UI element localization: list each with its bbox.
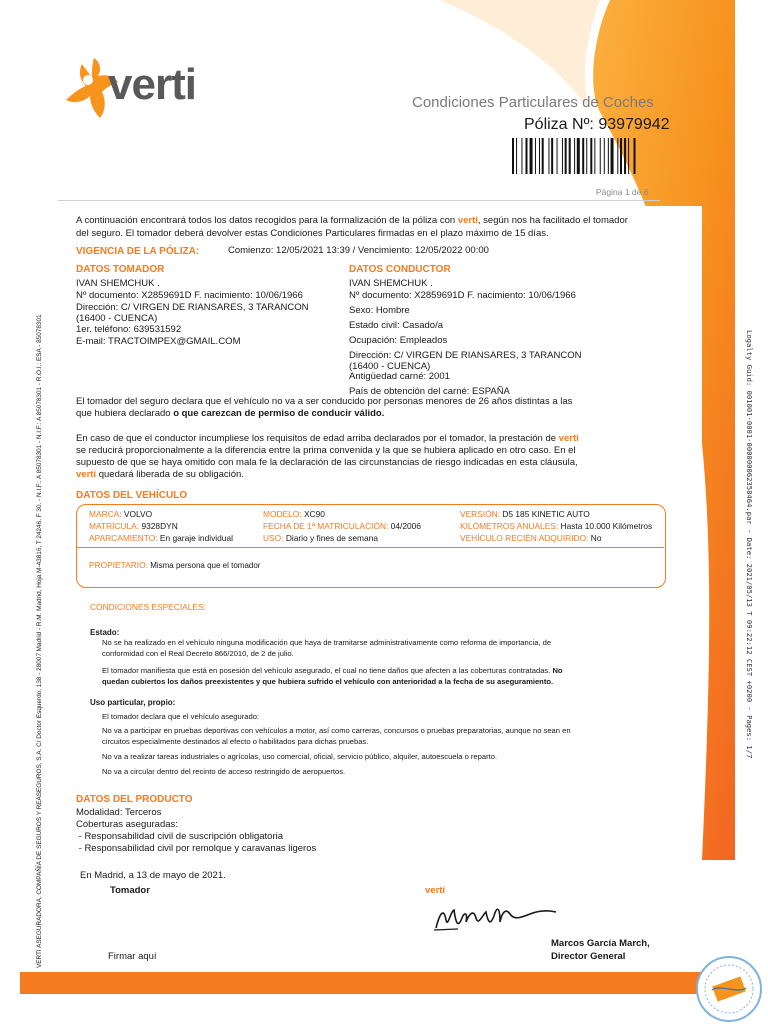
- barcode-bar: [548, 138, 549, 174]
- barcode-bar: [569, 138, 571, 174]
- conductor-line: IVAN SHEMCHUK .: [349, 278, 433, 289]
- tomador-signature-label: Tomador: [110, 885, 150, 896]
- vehiculo-field-uso: USO: Diario y fines de semana: [263, 533, 378, 543]
- producto-details: Modalidad: Terceros Coberturas aseguradas: - Responsabilidad civil de suscripción obligatoria - Responsabilidad civil por remolque y caravanas ligeros: [76, 807, 317, 854]
- document-title: Condiciones Particulares de Coches: [412, 94, 654, 111]
- barcode-bar: [582, 138, 584, 174]
- barcode-bar: [611, 138, 614, 174]
- verti-logo: [62, 52, 212, 124]
- barcode-bar: [590, 138, 592, 174]
- declaration-p1-line-2: que hubiera declarado o que carezcan de permiso de conducir válido.: [76, 408, 385, 419]
- barcode-bar: [594, 138, 595, 174]
- verti-signature-label: verti: [425, 885, 446, 896]
- conductor-details: [349, 278, 581, 398]
- intro-brand: verti: [457, 215, 478, 226]
- left-margin-legal-text: VERTI ASEGURADORA, COMPAÑÍA DE SEGUROS Y REASEGUROS, S.A. C/ Doctor Esquerdo, 138 - 28007 Madrid - R.M. Madrid, Hoja M-43816, T 24246, F 30. - N.I.F.: A 85078301 - N.I.F.: A 85078301 - R.O.I.: ESA - 85078301: [36, 314, 43, 968]
- conductor-title: DATOS CONDUCTOR: [349, 264, 451, 275]
- uso-text: El tomador declara que el vehículo asegurado: No va a participar en pruebas deportivas con vehículos a motor, así como carreras, concursos o pruebas preparatorias, aunque no sean en circuitos especialmente destinados al efecto o habilitados para dichas pruebas. No va a realizar tareas industriales o agrícolas, uso comercial, oficial, servicio público, alquiler, autoescuela o reparto. No va a circular dentro del recinto de acceso restringido de aeropuertos.: [102, 712, 571, 776]
- intro-line-2: del seguro. El tomador deberá devolver estas Condiciones Particulares firmadas en el plazo máximo de 15 días.: [76, 228, 549, 239]
- declaration-p2: En caso de que el conductor incumpliese los requisitos de edad arriba declarados por el tomador, la prestación de verti se reducirá proporcionalmente a la diferencia entre la prima convenida y la que se hubiera aplicado en otro caso. En el supuesto de que se haya omitido con mala fe la declaración de las circunstancias de riesgo indicadas en esta cláusula, verti quedará liberada de su obligación.: [76, 433, 579, 480]
- vehiculo-title: DATOS DEL VEHÍCULO: [76, 490, 188, 501]
- vehiculo-field-modelo: MODELO: XC90: [263, 509, 325, 519]
- policy-barcode: [512, 138, 672, 176]
- tomador-details: [76, 278, 308, 348]
- barcode-bar: [577, 138, 580, 174]
- vehiculo-field-marca: MARCA: VOLVO: [89, 509, 153, 519]
- declaration-bold: o que carezcan de permiso de conducir válido.: [173, 408, 385, 419]
- tomador-line: Dirección: C/ VIRGEN DE RIANSARES, 3 TARANCON: [76, 302, 309, 313]
- policy-value: 93979942: [598, 116, 670, 133]
- tomador-line: 1er. teléfono: 639531592: [76, 324, 182, 335]
- barcode-bar: [535, 138, 536, 174]
- producto-title: DATOS DEL PRODUCTO: [76, 794, 193, 805]
- barcode-bar: [526, 138, 528, 174]
- barcode-bar: [628, 138, 629, 174]
- barcode-bar: [557, 138, 558, 174]
- vehiculo-field-km: KILÓMETROS ANUALES: Hasta 10.000 Kilómetros: [460, 521, 653, 531]
- vigencia-value: Comienzo: 12/05/2021 13:39 / Vencimiento: 12/05/2022 00:00: [228, 245, 489, 256]
- barcode-bar: [562, 138, 563, 174]
- brand-wordmark: verti: [108, 60, 196, 109]
- uso-title: Uso particular, propio:: [90, 698, 176, 707]
- barcode-bar: [521, 138, 522, 174]
- vehiculo-field-fecha: FECHA DE 1ª MATRICULACIÓN: 04/2006: [263, 521, 421, 531]
- estado-text: No se ha realizado en el vehículo ninguna modificación que haya de tramitarse administrativamente como reforma de importancia, de conformidad con el Real Decreto 866/2010, de 2 de julio. El tomador manifiesta que está en posesión del vehículo asegurado, el cual no tiene daños que afecten a las coberturas contratadas. No quedan cubiertos los daños preexistentes y que hubiera sufrido el vehículo con anterioridad a la fecha de su aseguramiento.: [102, 638, 563, 686]
- firmar-aqui: Firmar aquí: [108, 951, 157, 962]
- tomador-title: DATOS TOMADOR: [76, 264, 165, 275]
- tomador-line: (16400 - CUENCA): [76, 313, 158, 324]
- barcode-bar: [542, 138, 544, 174]
- conductor-line: Estado civil: Casado/a: [349, 320, 443, 331]
- conductor-line: Dirección: C/ VIRGEN DE RIANSARES, 3 TARANCON: [349, 350, 582, 361]
- intro-line-1: A continuación encontrará todos los datos recogidos para la formalización de la póliza con verti, según nos ha facilitado el tomador: [76, 215, 628, 226]
- director-signature: [430, 898, 560, 936]
- barcode-bar: [600, 138, 601, 174]
- barcode-bar: [516, 138, 517, 174]
- barcode-bar: [565, 138, 567, 174]
- declaration-p1-line-1: El tomador del seguro declara que el vehículo no va a ser conducido por personas menores de 26 años distintas a las: [76, 396, 573, 407]
- vehiculo-box: [76, 504, 666, 588]
- propietario-field: PROPIETARIO: Misma persona que el tomador: [89, 560, 261, 570]
- conductor-line: Ocupación: Empleados: [349, 335, 448, 346]
- place-date: En Madrid, a 13 de mayo de 2021.: [80, 870, 226, 881]
- especiales-title: CONDICIONES ESPECIALES:: [90, 602, 206, 612]
- barcode-bar: [634, 138, 636, 174]
- logalty-seal: [694, 954, 764, 1024]
- vehiculo-field-matricula: MATRÍCULA: 9328DYN: [89, 521, 178, 531]
- barcode-bar: [608, 138, 609, 174]
- vehiculo-field-aparcamiento: APARCAMIENTO: En garaje individual: [89, 533, 233, 543]
- barcode-bar: [539, 138, 540, 174]
- vehiculo-divider: [77, 547, 664, 548]
- barcode-bar: [530, 138, 533, 174]
- conductor-line: País de obtención del carné: ESPAÑA: [349, 386, 510, 397]
- page-indicator: Página 1 de 6: [596, 187, 649, 197]
- vehiculo-field-version: VERSIÓN: D5 185 KINETIC AUTO: [460, 509, 590, 519]
- barcode-bar: [586, 138, 587, 174]
- barcode-bar: [551, 138, 553, 174]
- estado-title: Estado:: [90, 628, 120, 637]
- vehiculo-field-recien: VEHÍCULO RECIÉN ADQUIRIDO: No: [460, 533, 602, 543]
- signer-name: Marcos García March,: [551, 938, 650, 949]
- right-margin-logalty-text: Logalty Guid: 001001-0001-000000062358464.par - Date: 2021/05/13 T 09:22:12 CEST +0200 - Pages: 1/7: [745, 330, 754, 759]
- vigencia-label: VIGENCIA DE LA PÓLIZA:: [76, 246, 200, 257]
- policy-label: Póliza Nº:: [524, 116, 594, 133]
- conductor-line: Nº documento: X2859691D F. nacimiento: 10/06/1966: [349, 290, 576, 301]
- tomador-line: Nº documento: X2859691D F. nacimiento: 10/06/1966: [76, 290, 303, 301]
- conductor-line: (16400 - CUENCA): [349, 361, 431, 372]
- tomador-line: E-mail: TRACTOIMPEX@GMAIL.COM: [76, 336, 241, 347]
- tomador-line: IVAN SHEMCHUK .: [76, 278, 160, 289]
- barcode-bar: [617, 138, 618, 174]
- header-divider: [58, 200, 660, 201]
- barcode-bar: [624, 138, 626, 174]
- conductor-line: Antigüedad carné: 2001: [349, 371, 450, 382]
- policy-number: [524, 116, 670, 134]
- barcode-bar: [604, 138, 605, 174]
- signer-role: Director General: [551, 951, 626, 962]
- barcode-bar: [512, 138, 514, 174]
- barcode-bar: [620, 138, 622, 174]
- barcode-bar: [574, 138, 575, 174]
- conductor-line: Sexo: Hombre: [349, 305, 410, 316]
